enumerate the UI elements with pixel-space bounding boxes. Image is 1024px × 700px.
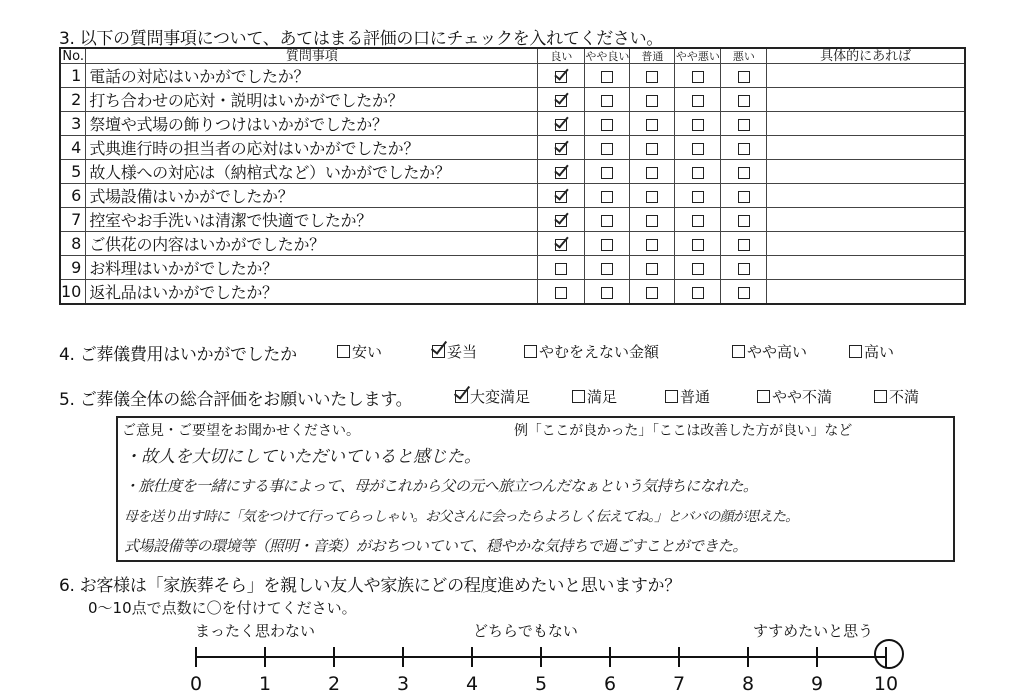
scale-tick-label[interactable]: 2 [327, 673, 341, 695]
section6-title: 6. お客様は「家族葬そら」を親しい友人や家族にどの程度進めたいと思いますか？ [59, 576, 681, 596]
row-number: 3 [60, 112, 86, 136]
row-number: 2 [60, 88, 86, 112]
row-number: 6 [60, 184, 86, 208]
handwritten-line: 式場設備等の環境等（照明・音楽）がおちついていて、穏やかな気持ちで過ごすことができた。 [124, 537, 747, 555]
header-question: 質問事項 [86, 48, 538, 64]
question-text: 返礼品はいかがでしたか？ [86, 280, 538, 305]
question-text: 電話の対応はいかがでしたか？ [86, 64, 538, 88]
scale-tick-label[interactable]: 1 [258, 673, 272, 695]
header-rating-good: 良い [538, 48, 585, 64]
scale-tick-label[interactable]: 6 [603, 673, 617, 695]
section6-instruction: 0〜10点で点数に〇を付けてください。 [88, 599, 357, 617]
header-rating-bad: 悪い [721, 48, 767, 64]
scale-label-high: すすめたいと思う [753, 622, 874, 640]
fee-option-label: 高い [864, 343, 895, 361]
row-number: 7 [60, 208, 86, 232]
scale-tick-label[interactable]: 10 [873, 673, 899, 695]
fee-option-label: 妥当 [447, 343, 478, 361]
question-text: ご供花の内容はいかがでしたか？ [86, 232, 538, 256]
scale-tick-label[interactable]: 3 [396, 673, 410, 695]
scale-tick-label[interactable]: 4 [465, 673, 479, 695]
overall-option-label: やや不満 [772, 388, 833, 406]
handwritten-line: ・旅仕度を一緒にする事によって、母がこれから父の元へ旅立つんだなぁという気持ちになれた。 [124, 477, 758, 495]
question-text: 打ち合わせの応対・説明はいかがでしたか？ [86, 88, 538, 112]
question-text: 式典進行時の担当者の応対はいかがでしたか？ [86, 136, 538, 160]
header-remarks: 具体的にあれば [767, 48, 965, 64]
scale-label-low: まったく思わない [195, 622, 316, 640]
scale-tick-label[interactable]: 0 [189, 673, 203, 695]
scale-tick-label[interactable]: 9 [810, 673, 824, 695]
question-text: お料理はいかがでしたか？ [86, 256, 538, 280]
row-number: 8 [60, 232, 86, 256]
overall-option-label: 満足 [587, 388, 618, 406]
handwritten-line: 母を送り出す時に「気をつけて行ってらっしゃい。お父さんに会ったらよろしく伝えてね。」とババの顔が思えた。 [124, 509, 799, 525]
row-number: 5 [60, 160, 86, 184]
row-number: 1 [60, 64, 86, 88]
overall-option-label: 普通 [680, 388, 711, 406]
row-number: 4 [60, 136, 86, 160]
scale-tick-label[interactable]: 8 [741, 673, 755, 695]
section4-title: 4. ご葬儀費用はいかがでしたか [59, 345, 297, 365]
question-text: 故人様への対応は（納棺式など）いかがでしたか？ [86, 160, 538, 184]
row-number: 10 [60, 280, 86, 305]
question-text: 祭壇や式場の飾りつけはいかがでしたか？ [86, 112, 538, 136]
scale-label-mid: どちらでもない [473, 622, 578, 640]
selected-score-circle [875, 640, 903, 668]
question-text: 式場設備はいかがでしたか？ [86, 184, 538, 208]
scale-tick-label[interactable]: 5 [534, 673, 548, 695]
handwritten-line: ・故人を大切にしていただいていると感じた。 [124, 447, 481, 467]
header-rating-fairly-good: やや良い [585, 49, 630, 63]
comment-example: 例「ここが良かった」「ここは改善した方が良い」など [514, 423, 852, 439]
header-rating-fairly-bad: やや悪い [675, 49, 720, 63]
scale-tick-label[interactable]: 7 [672, 673, 686, 695]
overall-option-label: 大変満足 [470, 388, 531, 406]
fee-option-label: 安い [352, 343, 383, 361]
header-rating-average: 普通 [630, 48, 675, 64]
fee-option-label: やや高い [747, 343, 808, 361]
row-number: 9 [60, 256, 86, 280]
section5-title: 5. ご葬儀全体の総合評価をお願いいたします。 [59, 390, 413, 410]
header-no: No. [60, 48, 86, 64]
section3-title: 3. 以下の質問事項について、あてはまる評価の口にチェックを入れてください。 [59, 29, 664, 49]
question-text: 控室やお手洗いは清潔で快適でしたか？ [86, 208, 538, 232]
fee-option-label: やむをえない金額 [539, 343, 660, 361]
comment-heading: ご意見・ご要望をお聞かせください。 [122, 423, 360, 439]
overall-option-label: 不満 [889, 388, 920, 406]
